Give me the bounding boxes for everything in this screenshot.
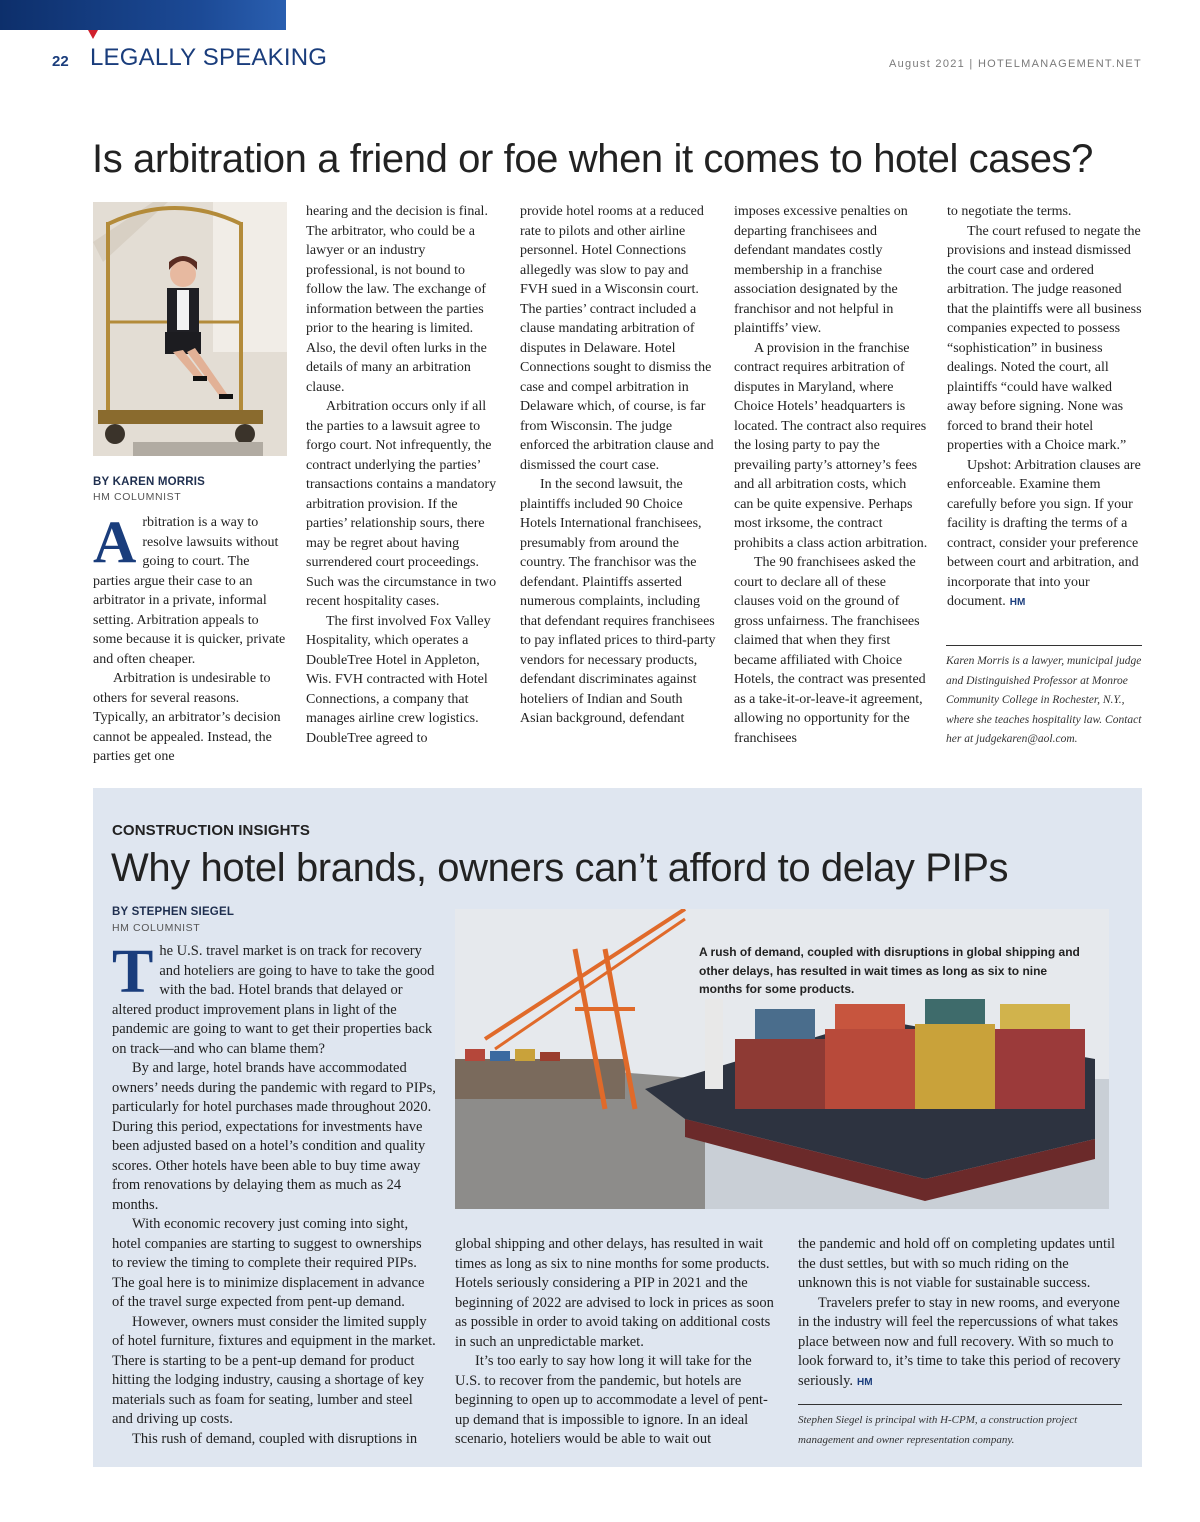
- paragraph: The court refused to negate the provisions and instead dismissed the court case and ordered arbitration. The judge reasoned that the plaintiffs were all business companies expected to possess “sophistication” in business dealings. Noted the court, all plaintiffs “could have walked away before signing. None was forced to brand their hotel properties with a Choice mark.”: [947, 223, 1142, 453]
- paragraph: global shipping and other delays, has resulted in wait times as long as six to nine months for some products. Hotels seriously considering a PIP in 2021 and the beginning of 2022 are advised to lock in prices as soon as possible in order to avoid taking on additional costs in such an unpredictable market.: [455, 1236, 774, 1350]
- photo-caption: A rush of demand, coupled with disruptions in global shipping and other delays, has resulted in wait times as long as six to nine months for some products.: [699, 945, 1080, 996]
- author-bio: Karen Morris is a lawyer, municipal judge and Distinguished Professor at Monroe Community College in Rochester, N.Y., where she teaches hospitality law. Contact her at judgekaren@aol.com.: [946, 645, 1142, 750]
- paragraph: hearing and the decision is final. The arbitrator, who could be a lawyer or an industry professional, is not bound to follow the law. The exchange of information between the parties prior to the hearing is limited. Also, the devil often lurks in the details of many an arbitration clause.: [306, 204, 488, 395]
- paragraph: It’s too early to say how long it will take for the U.S. to recover from the pandemic, but hotels are beginning to open up to accommodate a level of pent-up demand that is impossible to ignore. In an ideal scenario, hoteliers would be able to wait out: [455, 1353, 768, 1447]
- drop-cap: A: [93, 509, 137, 575]
- sidebar-headline: Why hotel brands, owners can’t afford to delay PIPs: [111, 846, 1009, 890]
- paragraph: In the second lawsuit, the plaintiffs included 90 Choice Hotels International franchisees, presumably from around the country. The franchisor was the defendant. Plaintiffs asserted numerous complaints, including that defendant requires franchisees to pay inflated prices to third-party vendors for necessary products, defendant discriminates against hoteliers of Indian and South Asian background, defendant: [520, 477, 716, 726]
- paragraph: imposes excessive penalties on departing franchisees and defendant mandates costly membership in a franchise association designated by the franchisor and not helpful in plaintiffs’ view.: [734, 204, 908, 336]
- paragraph: Upshot: Arbitration clauses are enforceable. Examine them carefully before you sign. If your facility is drafting the terms of a contract, consider your preference between court and arbitration, and incorporate that into your document. HM: [947, 457, 1141, 609]
- paragraph: The first involved Fox Valley Hospitality, which operates a DoubleTree Hotel in Appleton, Wis. FVH contracted with Hotel Connections, a company that manages airline crew logistics. DoubleTree agreed to: [306, 613, 491, 746]
- article-headline: Is arbitration a friend or foe when it comes to hotel cases?: [92, 137, 1093, 181]
- sidebar-byline: BY STEPHEN SIEGEL: [112, 906, 235, 918]
- paragraph: Arbitration is a way to resolve lawsuits without going to court. The parties argue their case to an arbitrator in a private, informal setting. Arbitration appeals to some because it is quicker, private and often cheaper.: [93, 509, 286, 667]
- article-column-3: [520, 202, 716, 729]
- end-mark: HM: [857, 1376, 873, 1388]
- paragraph: The 90 franchisees asked the court to declare all of these clauses void on the ground of gross unfairness. The franchisees claimed that when they first became affiliated with Choice Hotels, the contract was presented as a take-it-or-leave-it agreement, allowing no opportunity for the franchisees: [734, 555, 926, 746]
- header-color-bar: [0, 0, 286, 30]
- paragraph: With economic recovery just coming into sight, hotel companies are starting to suggest to ownerships to review the timing to complete their required PIPs. The goal here is to minimize displacement in advance of the travel surge expected from pent-up demand.: [112, 1216, 425, 1310]
- sidebar-role: HM COLUMNIST: [112, 922, 201, 934]
- paragraph: However, owners must consider the limited supply of hotel furniture, fixtures and equipment in the market. There is starting to be a pent-up demand for product hitting the lodging industry, causing a shortage of key materials such as foam for seating, lumber and steel and driving up costs.: [112, 1313, 436, 1427]
- paragraph: Travelers prefer to stay in new rooms, and everyone in the industry will feel the repercussions of what takes place between now and full recovery. With so much to look forward to, it’s time to take this period of recovery seriously. HM: [798, 1294, 1121, 1389]
- author-role: HM COLUMNIST: [93, 491, 182, 503]
- paragraph: Arbitration is undesirable to others for several reasons. Typically, an arbitrator’s decision cannot be appealed. Instead, the parties get one: [93, 671, 281, 764]
- sidebar-kicker: CONSTRUCTION INSIGHTS: [112, 822, 310, 839]
- drop-cap: T: [112, 938, 154, 1006]
- author-photo: [93, 202, 287, 456]
- paragraph: This rush of demand, coupled with disruptions in: [132, 1430, 418, 1447]
- author-photo-illustration: [93, 202, 287, 456]
- section-title: LEGALLY SPEAKING: [90, 44, 328, 71]
- paragraph: The U.S. travel market is on track for recovery and hoteliers are going to have to take the good with the bad. Hotel brands that delayed or altered product improvement plans in light of the pandemic are going to want to get their properties back on track—and who can blame them?: [112, 938, 435, 1057]
- article-column-2: [306, 202, 500, 748]
- header-red-marker: [88, 30, 98, 39]
- sidebar-author-bio: Stephen Siegel is principal with H-CPM, a construction project management and owner representation company.: [798, 1404, 1122, 1450]
- sidebar-column-1: [112, 938, 436, 1449]
- author-byline: BY KAREN MORRIS: [93, 476, 206, 488]
- paragraph: to negotiate the terms.: [947, 204, 1072, 219]
- paragraph: A provision in the franchise contract requires arbitration of disputes in Maryland, where Choice Hotels’ headquarters is located. The contract also requires the losing party to pay the prevailing party’s attorney’s fees and all arbitration costs, which can be quite expensive. Perhaps most irksome, the contract prohibits a class action arbitration.: [734, 340, 928, 551]
- paragraph: the pandemic and hold off on completing updates until the dust settles, but with so much riding on the unknown this is not viable for sustainable success.: [798, 1236, 1116, 1291]
- sidebar-column-2: [455, 1235, 779, 1450]
- article-column-5: [947, 202, 1143, 613]
- article-column-1: [93, 509, 287, 767]
- page-number: 22: [52, 53, 69, 70]
- paragraph: By and large, hotel brands have accommodated owners’ needs during the pandemic with regard to PIPs, particularly for hotel purchases made throughout 2020. During this period, expectations for investments have been adjusted based on a hotel’s condition and quality scores. Other hotels have been able to buy time away from renovations by delaying them as much as 24 months.: [112, 1060, 436, 1213]
- sidebar-column-3: [798, 1235, 1122, 1392]
- article-column-4: [734, 202, 928, 748]
- end-mark: HM: [1009, 597, 1026, 608]
- paragraph: Arbitration occurs only if all the parties to a lawsuit agree to forgo court. Not infrequently, the contract underlying the parties’ transactions contains a mandatory arbitration provision. If the parties’ relationship sours, there may be regret about having surrendered court proceedings. Such was the circumstance in two recent hospitality cases.: [306, 399, 497, 609]
- issue-date: August 2021 | HOTELMANAGEMENT.NET: [889, 58, 1142, 70]
- paragraph: provide hotel rooms at a reduced rate to pilots and other airline personnel. Hotel Connections allegedly was slow to pay and FVH sued in a Wisconsin court. The parties’ contract included a clause mandating arbitration of disputes in Delaware. Hotel Connections sought to dismiss the case and compel arbitration in Delaware which, of course, is far from Wisconsin. The judge enforced the arbitration clause and dismissed the court case.: [520, 204, 714, 473]
